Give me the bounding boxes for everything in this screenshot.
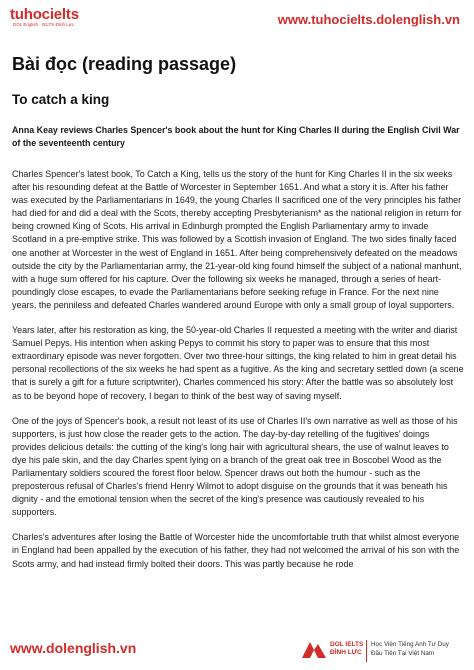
brand-logo[interactable] bbox=[10, 6, 100, 32]
passage-paragraph-4: Charles's adventures after losing the Battle of Worcester hide the uncomfortable truth that whilst almost everyone in England had been appalled by the execution of his father, they had not welcomed the arrival of his son with the Scots army, and had instead firmly bolted their doors. This was partly because he rode bbox=[12, 532, 460, 569]
footer-tagline-line1: Học Viện Tiếng Anh Tư Duy bbox=[371, 641, 449, 648]
dol-logo-icon bbox=[300, 640, 328, 660]
passage-paragraph-2: Years later, after his restoration as king, the 50-year-old Charles II requested a meeting with the writer and diarist Samuel Pepys. His intention when asking Pepys to commit his story to paper was to ensure that this most extraordinary episode was never forgotten. Over two three-hour sittings, the king related to him in great detail his personal recollections of the six weeks he had spent as a fugitive. As the king and secretary settled down (a scene that is surely a gift for a future scriptwriter), Charles commenced his story: After the battle was so absolutely lost as to be beyond hope of recovery, I began to think of the best way of saving myself. bbox=[12, 325, 464, 401]
page-header bbox=[0, 0, 474, 40]
footer-logo-name: DOL IELTS ĐÌNH LỰC bbox=[330, 641, 364, 656]
passage-intro: Anna Keay reviews Charles Spencer's book about the hunt for King Charles II during the English Civil War of the seventeenth century bbox=[12, 125, 460, 148]
reading-passage bbox=[12, 168, 464, 583]
footer-divider bbox=[366, 640, 367, 662]
footer-website-link[interactable]: www.dolenglish.vn bbox=[10, 640, 137, 656]
page-title: Bài đọc (reading passage) bbox=[12, 54, 237, 74]
page-footer bbox=[0, 632, 474, 670]
brand-name: tuhocielts bbox=[10, 6, 79, 23]
footer-logo bbox=[300, 636, 470, 666]
footer-tagline-line2: Đầu Tiên Tại Việt Nam bbox=[371, 649, 435, 657]
header-website-link[interactable]: www.tuhocielts.dolenglish.vn bbox=[277, 12, 460, 27]
brand-tagline: DOL English - IELTS Đình Lực bbox=[13, 22, 75, 27]
passage-title: To catch a king bbox=[12, 92, 110, 107]
passage-paragraph-3: One of the joys of Spencer's book, a result not least of its use of Charles II's own narrative as well as those of his supporters, is just how close the reader gets to the action. The day-by-day retelling of the fugitives' doings provides delicious details: the cutting of the king's long hair with agricultural shears, the use of walnut leaves to dye his pale skin, and the day Charles spent lying on a branch of the great oak tree in Boscobel Wood as the Parliamentary soldiers scoured the forest floor below. Spencer draws out both the humour - such as the preposterous refusal of Charles's friend Henry Wilmot to adopt disguise on the grounds that it was beneath his dignity - and the emotional tension when the secret of the king's presence was cautiously revealed to his supporters. bbox=[12, 415, 458, 518]
passage-paragraph-1: Charles Spencer's latest book, To Catch a King, tells us the story of the hunt for King Charles II in the six weeks after his resounding defeat at the Battle of Worcester in September 1651. And what a story it is. After his father was executed by the Parliamentarians in 1649, the young Charles II sacrificed one of the very principles his father had died for and did a deal with the Scots, thereby accepting Presbyterianism* as the national religion in return for being crowned King of Scots. His arrival in Edinburgh prompted the English Parliamentary army to invade Scotland in a pre-emptive strike. This was followed by a Scottish invasion of England. The two sides finally faced one another at Worcester in the west of England in 1651. After being comprehensively defeated on the meadows outside the city by the Parliamentarian army, the 21-year-old king found himself the subject of a national manhunt, with a huge sum offered for his capture. Over the following six weeks he managed, through a series of heart-poundingly close escapes, to evade the Parliamentarians before seeking refuge in France. For the next nine years, the penniless and defeated Charles wandered around Europe with only a small group of loyal supporters. bbox=[12, 169, 462, 310]
footer-tagline bbox=[371, 641, 449, 658]
